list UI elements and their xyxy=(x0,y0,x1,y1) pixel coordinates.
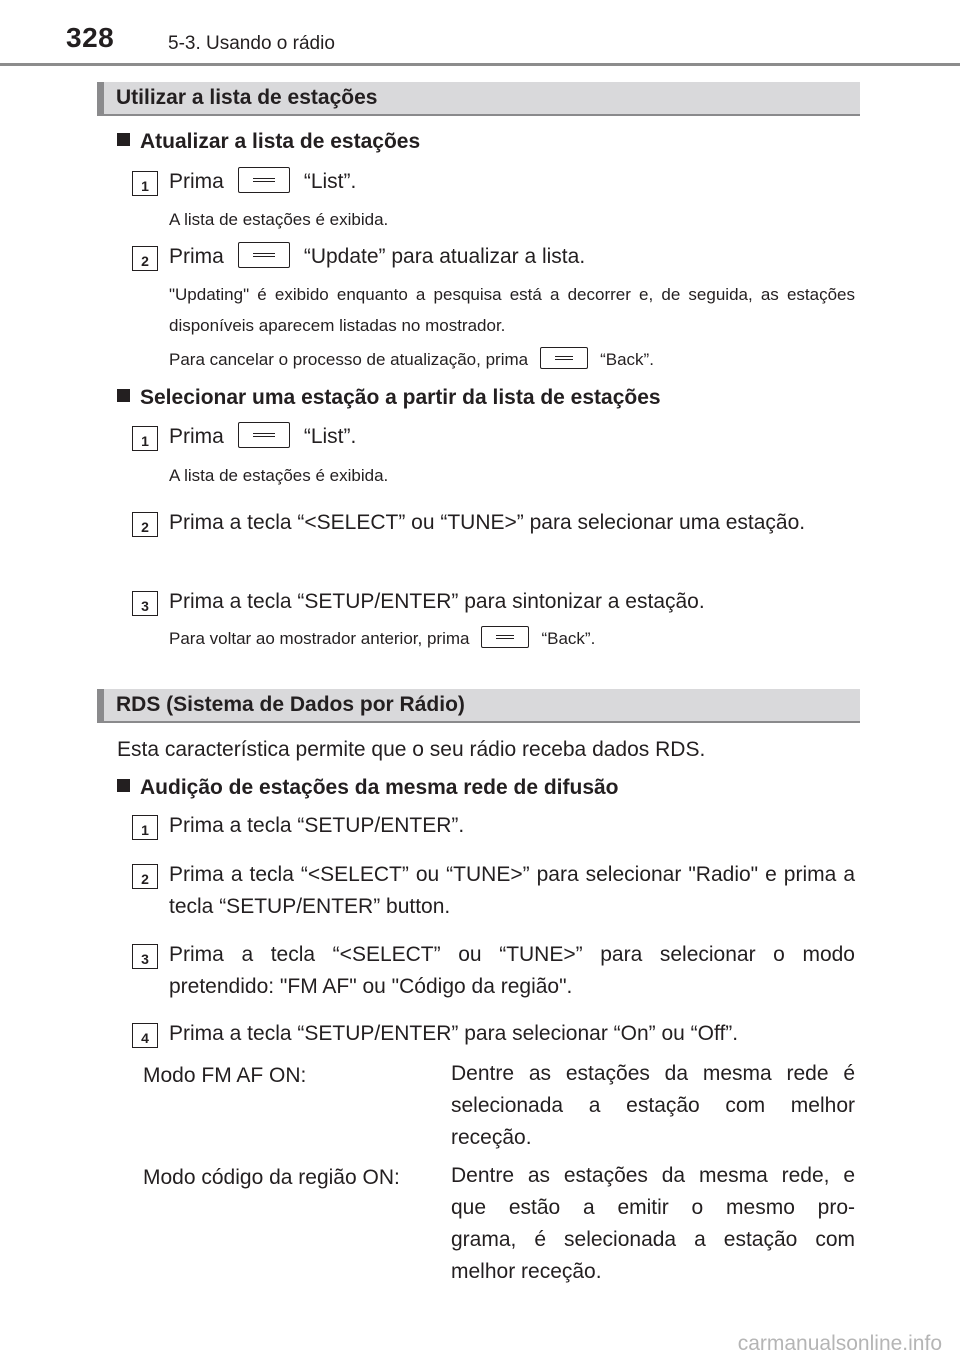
definition-description xyxy=(451,1160,855,1288)
header-rule xyxy=(0,63,960,66)
screen-button-icon xyxy=(238,167,290,193)
watermark: carmanualsonline.info xyxy=(737,1332,942,1355)
definition-description xyxy=(451,1058,855,1154)
step-text-post: “List”. xyxy=(303,170,357,193)
screen-button-icon xyxy=(238,422,290,448)
bullet-square-icon xyxy=(117,389,130,402)
step-note: "Updating" é exibido enquanto a pesquisa está a decorrer e, de seguida, as estações disponíveis aparecem listadas no mostrador. xyxy=(169,285,855,335)
subheading-text: Atualizar a lista de estações xyxy=(140,130,421,153)
step-number: 2 xyxy=(132,246,158,271)
intro-paragraph: Esta característica permite que o seu rádio receba dados RDS. xyxy=(117,738,706,761)
step-text xyxy=(169,421,356,453)
definition-term: Modo FM AF ON: xyxy=(143,1064,307,1087)
section-title: Utilizar a lista de estações xyxy=(116,86,378,109)
definition-line: grama, é selecionada a estação com xyxy=(451,1228,855,1251)
bullet-square-icon xyxy=(117,133,130,146)
step-text-pre: Prima xyxy=(169,245,224,268)
step-number: 1 xyxy=(132,815,158,840)
definition-line: melhor receção. xyxy=(451,1260,602,1283)
step-text-post: “List”. xyxy=(303,425,357,448)
step-text: Prima a tecla “SETUP/ENTER” para sintonizar a estação. xyxy=(169,590,705,613)
step-number: 1 xyxy=(132,426,158,451)
step-text: Prima a tecla “<SELECT” ou “TUNE>” para selecionar "Radio" e prima a tecla “SETUP/ENTER” button. xyxy=(169,863,855,918)
note-text-post: “Back”. xyxy=(600,350,654,369)
note-text-pre: Para voltar ao mostrador anterior, prima xyxy=(169,629,470,648)
definition-term: Modo código da região ON: xyxy=(143,1166,400,1189)
step-text: Prima a tecla “<SELECT” ou “TUNE>” para selecionar uma estação. xyxy=(169,511,806,534)
section-heading-rds xyxy=(97,689,860,723)
step-note: A lista de estações é exibida. xyxy=(169,210,389,229)
step-text-pre: Prima xyxy=(169,170,224,193)
step-number: 4 xyxy=(132,1023,158,1048)
definition-line: Dentre as estações da mesma rede, e xyxy=(451,1164,855,1187)
note-text-post: “Back”. xyxy=(541,629,596,648)
subheading-same-network xyxy=(117,776,619,800)
step-number: 2 xyxy=(132,864,158,889)
step-note xyxy=(169,624,595,654)
screen-button-icon xyxy=(481,626,529,648)
subheading-text: Audição de estações da mesma rede de difusão xyxy=(140,776,619,799)
step-number: 2 xyxy=(132,512,158,537)
step-text-post: “Update” para atualizar a lista. xyxy=(303,245,586,268)
section-heading-station-list xyxy=(97,82,860,116)
definition-line: selecionada a estação com melhor xyxy=(451,1094,855,1117)
chapter-title: 5-3. Usando o rádio xyxy=(168,33,335,54)
step-text: Prima a tecla “SETUP/ENTER”. xyxy=(169,814,465,837)
step-note: A lista de estações é exibida. xyxy=(169,466,389,485)
definition-line: receção. xyxy=(451,1126,532,1149)
step-text: Prima a tecla “<SELECT” ou “TUNE>” para selecionar o modo pretendido: "FM AF" ou "Código da região". xyxy=(169,943,855,998)
page-number: 328 xyxy=(66,22,115,53)
page-header xyxy=(0,0,960,66)
bullet-square-icon xyxy=(117,779,130,792)
subheading-select-station xyxy=(117,386,661,410)
step-note xyxy=(169,345,654,375)
step-number: 1 xyxy=(132,171,158,196)
note-text-pre: Para cancelar o processo de atualização, prima xyxy=(169,350,529,369)
step-text: Prima a tecla “SETUP/ENTER” para selecionar “On” ou “Off”. xyxy=(169,1022,739,1045)
section-title: RDS (Sistema de Dados por Rádio) xyxy=(116,693,465,716)
step-number: 3 xyxy=(132,591,158,616)
step-text xyxy=(169,166,356,198)
definition-line: que estão a emitir o mesmo pro- xyxy=(451,1196,855,1219)
step-number: 3 xyxy=(132,944,158,969)
screen-button-icon xyxy=(540,347,588,369)
screen-button-icon xyxy=(238,242,290,268)
step-text-pre: Prima xyxy=(169,425,224,448)
step-text xyxy=(169,241,585,273)
subheading-update-list xyxy=(117,130,420,154)
definition-line: Dentre as estações da mesma rede é xyxy=(451,1062,855,1085)
subheading-text: Selecionar uma estação a partir da lista de estações xyxy=(140,386,661,409)
